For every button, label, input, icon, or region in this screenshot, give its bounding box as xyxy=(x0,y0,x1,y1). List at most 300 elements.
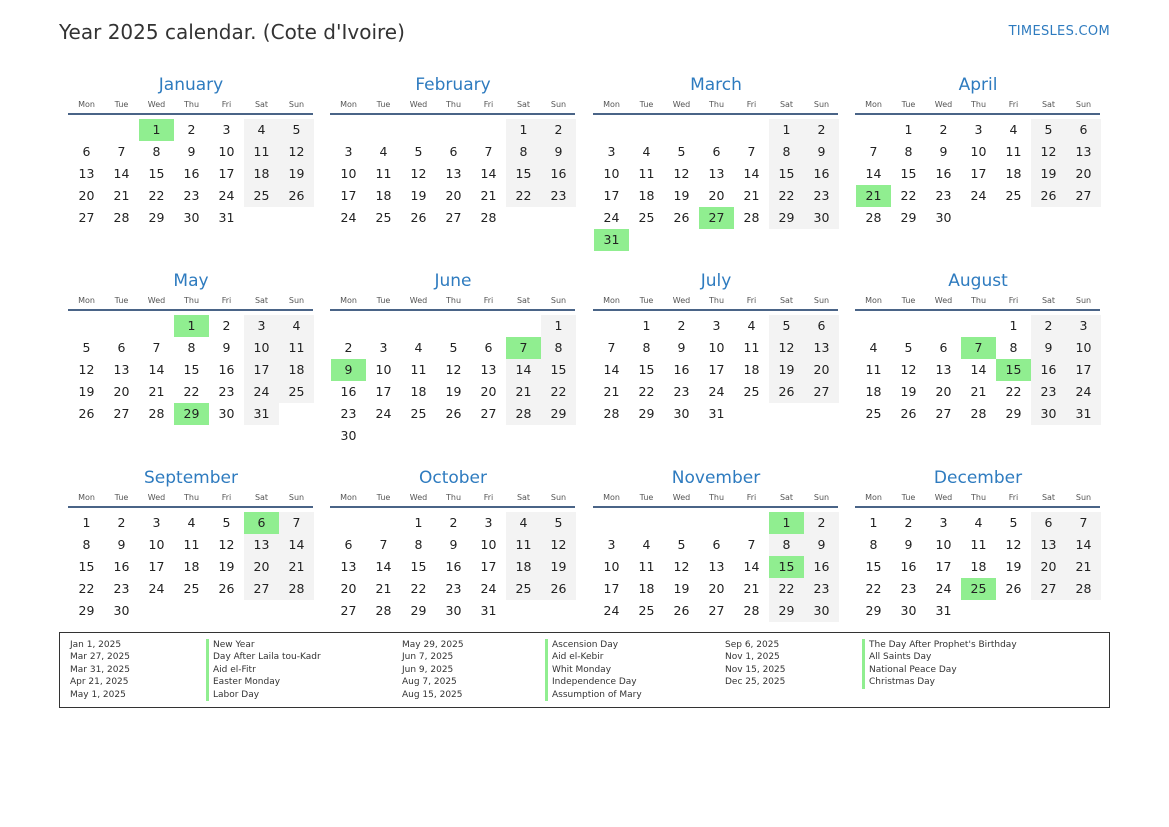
month-divider xyxy=(330,113,575,115)
day-cell: 1 xyxy=(506,119,541,141)
weekday-label: Thu xyxy=(708,100,725,109)
day-cell: 28 xyxy=(603,406,620,421)
day-cell: 12 xyxy=(541,534,576,556)
day-cell: 4 xyxy=(974,515,983,530)
day-cell: 17 xyxy=(603,581,620,596)
day-cell: 22 xyxy=(183,384,200,399)
weekday-label: Wed xyxy=(147,100,166,109)
month-name: September xyxy=(144,468,238,488)
day-cell: 27 xyxy=(244,578,279,600)
day-cell: 13 xyxy=(1031,534,1066,556)
day-cell: 10 xyxy=(340,166,357,181)
day-cell: 26 xyxy=(769,381,804,403)
day-cell: 21 xyxy=(1066,556,1101,578)
day-cell: 12 xyxy=(78,362,95,377)
day-cell: 25 xyxy=(279,381,314,403)
weekday-label: Sun xyxy=(1075,100,1092,109)
day-cell: 14 xyxy=(113,166,130,181)
day-cell: 16 xyxy=(183,166,200,181)
month-name: November xyxy=(671,468,761,488)
holiday-day-cell: 7 xyxy=(506,337,541,359)
day-cell: 3 xyxy=(152,515,161,530)
weekday-label: Mon xyxy=(603,100,620,109)
weekday-label: Tue xyxy=(639,100,654,109)
day-cell: 25 xyxy=(244,185,279,207)
weekday-label: Sat xyxy=(516,493,531,502)
day-cell: 4 xyxy=(414,340,423,355)
day-cell: 23 xyxy=(804,578,839,600)
day-cell: 26 xyxy=(218,581,235,596)
holiday-date: Apr 21, 2025 xyxy=(70,677,129,688)
day-cell: 19 xyxy=(1031,163,1066,185)
day-cell: 21 xyxy=(743,581,760,596)
day-cell: 5 xyxy=(449,340,458,355)
day-cell: 5 xyxy=(82,340,91,355)
day-cell: 6 xyxy=(1031,512,1066,534)
weekday-label: Wed xyxy=(934,100,953,109)
weekday-label: Mon xyxy=(865,296,882,305)
day-cell: 6 xyxy=(484,340,493,355)
day-grid xyxy=(593,119,839,251)
day-cell: 23 xyxy=(445,581,462,596)
day-cell: 3 xyxy=(484,515,493,530)
day-cell: 30 xyxy=(900,603,917,618)
weekday-label: Sun xyxy=(813,493,830,502)
day-cell: 26 xyxy=(78,406,95,421)
day-grid xyxy=(855,512,1101,644)
holiday-day-cell: 15 xyxy=(769,556,804,578)
weekday-label: Sat xyxy=(779,493,794,502)
day-cell: 31 xyxy=(244,403,279,425)
weekday-header xyxy=(593,491,839,505)
day-cell: 4 xyxy=(379,144,388,159)
day-cell: 15 xyxy=(148,166,165,181)
day-cell: 24 xyxy=(603,603,620,618)
day-cell: 9 xyxy=(904,537,913,552)
day-cell: 11 xyxy=(638,166,655,181)
weekday-label: Tue xyxy=(901,296,916,305)
day-cell: 5 xyxy=(1009,515,1018,530)
weekday-label: Sun xyxy=(288,296,305,305)
day-cell: 2 xyxy=(1031,315,1066,337)
day-cell: 29 xyxy=(638,406,655,421)
holiday-name: New Year xyxy=(213,640,255,650)
day-grid xyxy=(68,119,314,251)
day-cell: 27 xyxy=(1031,578,1066,600)
day-cell: 24 xyxy=(935,581,952,596)
day-cell: 23 xyxy=(340,406,357,421)
day-cell: 25 xyxy=(638,210,655,225)
day-cell: 25 xyxy=(506,578,541,600)
month-divider xyxy=(593,506,838,508)
month-february xyxy=(330,72,576,251)
day-cell: 4 xyxy=(1009,122,1018,137)
day-cell: 10 xyxy=(244,337,279,359)
day-cell: 29 xyxy=(900,210,917,225)
holiday-name: Labor Day xyxy=(213,689,260,700)
day-cell: 20 xyxy=(708,581,725,596)
day-cell: 9 xyxy=(804,141,839,163)
day-cell: 28 xyxy=(743,210,760,225)
weekday-label: Wed xyxy=(672,296,691,305)
day-cell: 12 xyxy=(900,362,917,377)
weekday-label: Mon xyxy=(340,100,357,109)
month-may xyxy=(68,268,314,447)
day-cell: 15 xyxy=(638,362,655,377)
day-cell: 30 xyxy=(935,210,952,225)
weekday-label: Mon xyxy=(340,493,357,502)
day-cell: 18 xyxy=(375,188,392,203)
month-divider xyxy=(330,506,575,508)
day-cell: 21 xyxy=(148,384,165,399)
day-cell: 23 xyxy=(900,581,917,596)
day-cell: 9 xyxy=(541,141,576,163)
day-cell: 3 xyxy=(379,340,388,355)
day-cell: 20 xyxy=(113,384,130,399)
weekday-label: Tue xyxy=(114,296,129,305)
weekday-label: Wed xyxy=(147,493,166,502)
month-divider xyxy=(593,113,838,115)
weekday-label: Mon xyxy=(78,296,95,305)
day-cell: 20 xyxy=(708,188,725,203)
weekday-label: Wed xyxy=(672,100,691,109)
day-cell: 9 xyxy=(939,144,948,159)
day-cell: 16 xyxy=(445,559,462,574)
day-cell: 10 xyxy=(935,537,952,552)
day-cell: 30 xyxy=(218,406,235,421)
day-cell: 31 xyxy=(935,603,952,618)
weekday-header xyxy=(855,98,1101,112)
day-cell: 30 xyxy=(673,406,690,421)
day-cell: 22 xyxy=(78,581,95,596)
day-cell: 8 xyxy=(187,340,196,355)
day-cell: 3 xyxy=(607,537,616,552)
day-cell: 1 xyxy=(769,119,804,141)
day-cell: 21 xyxy=(480,188,497,203)
day-cell: 21 xyxy=(113,188,130,203)
day-cell: 17 xyxy=(218,166,235,181)
day-cell: 23 xyxy=(804,185,839,207)
holiday-name: Whit Monday xyxy=(552,664,612,675)
day-cell: 24 xyxy=(244,381,279,403)
holiday-date: Sep 6, 2025 xyxy=(725,640,780,650)
day-cell: 21 xyxy=(743,188,760,203)
day-cell: 26 xyxy=(279,185,314,207)
day-cell: 2 xyxy=(804,119,839,141)
day-grid xyxy=(330,512,576,644)
day-cell: 29 xyxy=(865,603,882,618)
holiday-date: Jan 1, 2025 xyxy=(70,640,122,650)
day-cell: 21 xyxy=(279,556,314,578)
holiday-name: Independence Day xyxy=(552,677,637,688)
day-cell: 17 xyxy=(708,362,725,377)
day-cell: 24 xyxy=(480,581,497,596)
weekday-header xyxy=(68,294,314,308)
site-link[interactable]: TIMESLES.COM xyxy=(1008,24,1110,39)
month-name: May xyxy=(173,271,209,291)
day-cell: 28 xyxy=(970,406,987,421)
day-cell: 3 xyxy=(244,315,279,337)
weekday-label: Sun xyxy=(288,493,305,502)
day-cell: 8 xyxy=(642,340,651,355)
weekday-label: Thu xyxy=(183,493,200,502)
day-cell: 11 xyxy=(743,340,760,355)
day-cell: 3 xyxy=(712,318,721,333)
weekday-label: Wed xyxy=(934,493,953,502)
weekday-label: Sat xyxy=(779,100,794,109)
month-divider xyxy=(855,113,1100,115)
day-cell: 13 xyxy=(708,559,725,574)
weekday-label: Thu xyxy=(970,100,987,109)
weekday-header xyxy=(593,294,839,308)
day-cell: 19 xyxy=(673,188,690,203)
day-cell: 6 xyxy=(82,144,91,159)
day-cell: 27 xyxy=(340,603,357,618)
day-cell: 25 xyxy=(1005,188,1022,203)
day-cell: 2 xyxy=(939,122,948,137)
day-cell: 8 xyxy=(506,141,541,163)
day-cell: 22 xyxy=(541,381,576,403)
weekday-label: Tue xyxy=(639,296,654,305)
day-cell: 1 xyxy=(541,315,576,337)
weekday-label: Fri xyxy=(1008,296,1019,305)
day-cell: 20 xyxy=(340,581,357,596)
holiday-day-cell: 21 xyxy=(856,185,891,207)
weekday-label: Thu xyxy=(970,296,987,305)
month-november xyxy=(593,465,839,644)
day-cell: 3 xyxy=(344,144,353,159)
day-cell: 28 xyxy=(113,210,130,225)
day-cell: 31 xyxy=(708,406,725,421)
day-cell: 22 xyxy=(410,581,427,596)
day-cell: 25 xyxy=(638,603,655,618)
day-cell: 10 xyxy=(970,144,987,159)
day-cell: 2 xyxy=(904,515,913,530)
day-cell: 10 xyxy=(708,340,725,355)
holiday-day-cell: 7 xyxy=(961,337,996,359)
day-cell: 29 xyxy=(1005,406,1022,421)
day-cell: 4 xyxy=(506,512,541,534)
day-cell: 9 xyxy=(222,340,231,355)
month-divider xyxy=(68,113,313,115)
day-cell: 5 xyxy=(222,515,231,530)
holiday-name: Easter Monday xyxy=(213,677,281,688)
weekday-label: Fri xyxy=(1008,493,1019,502)
day-cell: 26 xyxy=(445,406,462,421)
day-cell: 10 xyxy=(480,537,497,552)
day-cell: 1 xyxy=(1009,318,1018,333)
day-cell: 12 xyxy=(410,166,427,181)
day-cell: 9 xyxy=(117,537,126,552)
day-cell: 4 xyxy=(244,119,279,141)
day-cell: 4 xyxy=(642,537,651,552)
day-cell: 11 xyxy=(638,559,655,574)
day-cell: 6 xyxy=(117,340,126,355)
day-cell: 26 xyxy=(673,210,690,225)
month-august xyxy=(855,268,1101,447)
month-divider xyxy=(855,506,1100,508)
day-cell: 28 xyxy=(375,603,392,618)
day-cell: 1 xyxy=(642,318,651,333)
weekday-label: Mon xyxy=(603,493,620,502)
day-cell: 26 xyxy=(900,406,917,421)
weekday-label: Sat xyxy=(516,100,531,109)
weekday-header xyxy=(68,98,314,112)
weekday-label: Fri xyxy=(221,100,232,109)
day-cell: 4 xyxy=(869,340,878,355)
day-cell: 16 xyxy=(1031,359,1066,381)
weekday-label: Tue xyxy=(639,493,654,502)
month-name: February xyxy=(415,75,491,95)
weekday-label: Fri xyxy=(221,493,232,502)
day-cell: 27 xyxy=(445,210,462,225)
day-cell: 17 xyxy=(244,359,279,381)
day-cell: 25 xyxy=(865,406,882,421)
holiday-name-column xyxy=(862,639,1017,689)
holiday-name: Christmas Day xyxy=(869,677,936,688)
day-cell: 27 xyxy=(113,406,130,421)
day-cell: 19 xyxy=(78,384,95,399)
day-cell: 18 xyxy=(410,384,427,399)
weekday-label: Fri xyxy=(746,493,757,502)
day-cell: 3 xyxy=(607,144,616,159)
weekday-label: Sat xyxy=(254,100,269,109)
day-grid xyxy=(855,119,1101,251)
month-name: December xyxy=(933,468,1023,488)
day-cell: 5 xyxy=(677,537,686,552)
day-cell: 3 xyxy=(222,122,231,137)
day-cell: 14 xyxy=(506,359,541,381)
holiday-day-cell: 31 xyxy=(594,229,629,251)
day-cell: 24 xyxy=(218,188,235,203)
weekday-label: Sun xyxy=(288,100,305,109)
day-cell: 11 xyxy=(506,534,541,556)
day-cell: 20 xyxy=(1031,556,1066,578)
day-cell: 8 xyxy=(1009,340,1018,355)
day-cell: 19 xyxy=(410,188,427,203)
holiday-date: Nov 1, 2025 xyxy=(725,652,780,663)
holiday-legend xyxy=(59,632,1110,708)
day-cell: 26 xyxy=(673,603,690,618)
day-cell: 1 xyxy=(82,515,91,530)
day-cell: 11 xyxy=(183,537,200,552)
day-cell: 29 xyxy=(78,603,95,618)
month-name: January xyxy=(158,75,224,95)
day-cell: 20 xyxy=(78,188,95,203)
day-cell: 28 xyxy=(865,210,882,225)
day-cell: 23 xyxy=(218,384,235,399)
day-cell: 18 xyxy=(183,559,200,574)
holiday-day-cell: 9 xyxy=(331,359,366,381)
day-cell: 19 xyxy=(218,559,235,574)
day-cell: 8 xyxy=(904,144,913,159)
day-cell: 8 xyxy=(541,337,576,359)
day-cell: 29 xyxy=(769,207,804,229)
holiday-name-column xyxy=(545,639,642,701)
day-cell: 14 xyxy=(375,559,392,574)
day-cell: 22 xyxy=(769,578,804,600)
weekday-label: Sat xyxy=(254,493,269,502)
weekday-label: Tue xyxy=(376,493,391,502)
holiday-date: Jun 7, 2025 xyxy=(402,652,454,663)
day-cell: 31 xyxy=(218,210,235,225)
day-cell: 11 xyxy=(244,141,279,163)
day-cell: 23 xyxy=(541,185,576,207)
day-cell: 15 xyxy=(78,559,95,574)
day-cell: 17 xyxy=(970,166,987,181)
weekday-label: Tue xyxy=(114,493,129,502)
day-cell: 17 xyxy=(375,384,392,399)
weekday-header xyxy=(855,491,1101,505)
day-cell: 13 xyxy=(804,337,839,359)
weekday-label: Thu xyxy=(708,493,725,502)
day-cell: 19 xyxy=(769,359,804,381)
day-cell: 6 xyxy=(1066,119,1101,141)
day-cell: 4 xyxy=(642,144,651,159)
day-cell: 16 xyxy=(673,362,690,377)
day-cell: 7 xyxy=(607,340,616,355)
day-cell: 7 xyxy=(117,144,126,159)
day-cell: 29 xyxy=(541,403,576,425)
month-divider xyxy=(68,309,313,311)
day-cell: 25 xyxy=(743,384,760,399)
day-cell: 28 xyxy=(506,403,541,425)
day-cell: 7 xyxy=(1066,512,1101,534)
day-cell: 16 xyxy=(935,166,952,181)
weekday-label: Fri xyxy=(221,296,232,305)
day-cell: 3 xyxy=(939,515,948,530)
weekday-label: Thu xyxy=(183,296,200,305)
weekday-label: Sun xyxy=(1075,493,1092,502)
day-cell: 29 xyxy=(769,600,804,622)
day-cell: 13 xyxy=(480,362,497,377)
holiday-name: Aid el-Fitr xyxy=(213,664,256,675)
day-cell: 5 xyxy=(1031,119,1066,141)
day-cell: 7 xyxy=(484,144,493,159)
day-cell: 10 xyxy=(603,559,620,574)
day-cell: 1 xyxy=(414,515,423,530)
holiday-day-cell: 29 xyxy=(174,403,209,425)
day-cell: 13 xyxy=(244,534,279,556)
day-cell: 30 xyxy=(804,207,839,229)
day-cell: 7 xyxy=(747,537,756,552)
day-cell: 16 xyxy=(804,556,839,578)
day-cell: 16 xyxy=(218,362,235,377)
day-cell: 9 xyxy=(1031,337,1066,359)
day-cell: 22 xyxy=(1005,384,1022,399)
month-june xyxy=(330,268,576,447)
day-cell: 18 xyxy=(865,384,882,399)
day-cell: 5 xyxy=(677,144,686,159)
day-cell: 15 xyxy=(865,559,882,574)
day-cell: 3 xyxy=(1066,315,1101,337)
day-cell: 23 xyxy=(673,384,690,399)
month-october xyxy=(330,465,576,644)
day-cell: 8 xyxy=(82,537,91,552)
weekday-label: Fri xyxy=(746,100,757,109)
day-cell: 18 xyxy=(506,556,541,578)
day-cell: 7 xyxy=(379,537,388,552)
day-cell: 30 xyxy=(804,600,839,622)
weekday-label: Sun xyxy=(813,296,830,305)
weekday-label: Wed xyxy=(672,493,691,502)
day-cell: 20 xyxy=(244,556,279,578)
day-cell: 19 xyxy=(541,556,576,578)
weekday-header xyxy=(330,491,576,505)
day-cell: 2 xyxy=(541,119,576,141)
day-cell: 27 xyxy=(804,381,839,403)
day-cell: 29 xyxy=(148,210,165,225)
